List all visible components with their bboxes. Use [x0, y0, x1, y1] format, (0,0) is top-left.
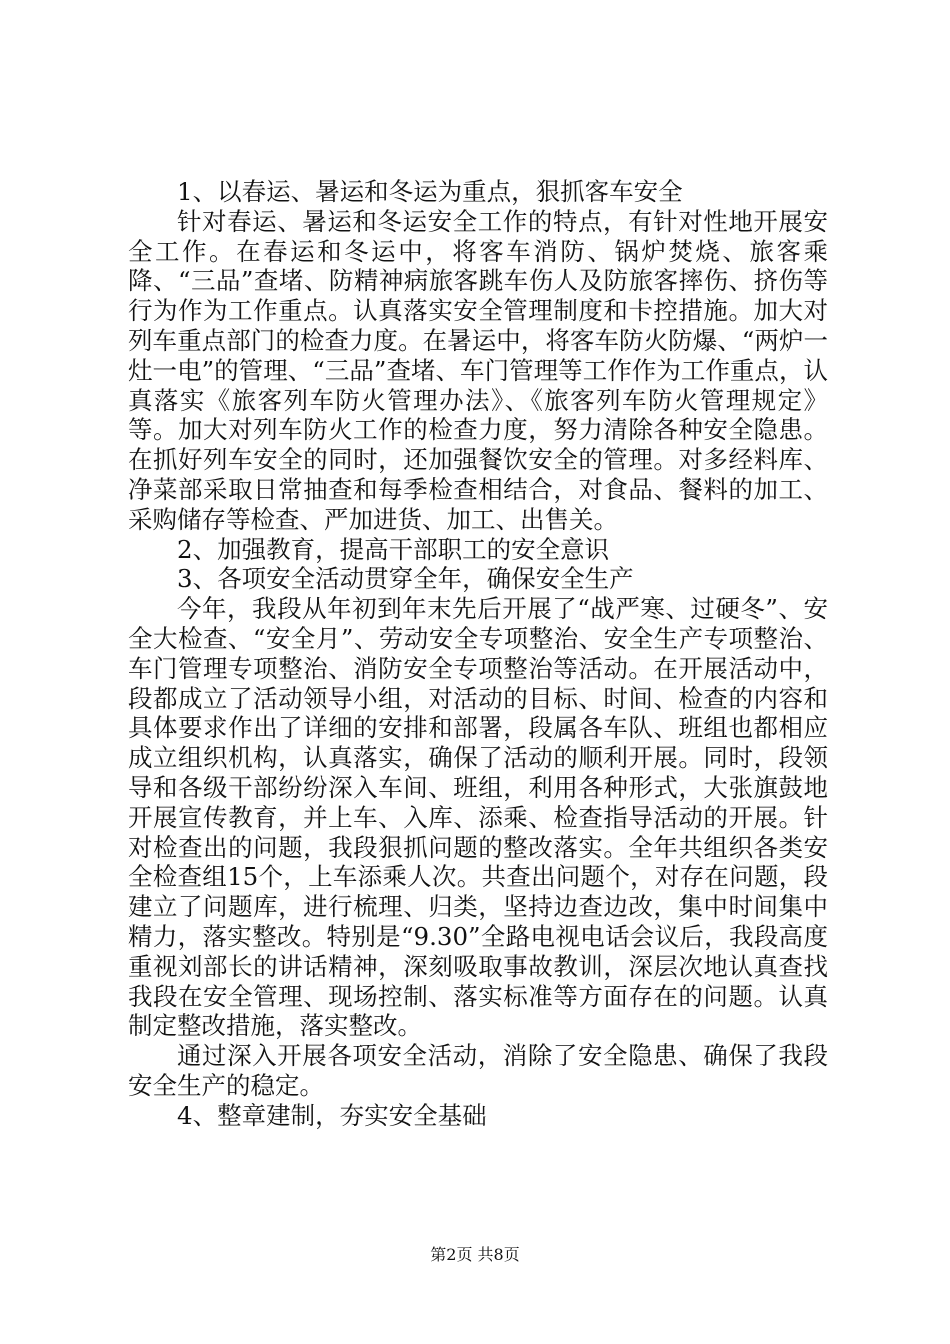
heading-2: 2、加强教育，提高干部职工的安全意识 — [177, 534, 610, 564]
paragraph-3-summary: 通过深入开展各项安全活动，消除了安全隐患、确保了我段安全生产的稳定。 — [128, 1041, 828, 1100]
heading-1: 1、以春运、暑运和冬运为重点，狠抓客车安全 — [177, 177, 683, 206]
heading-4: 4、整章建制，夯实安全基础 — [177, 1100, 487, 1130]
paragraph-3: 今年，我段从年初到年末先后开展了“战严寒、过硬冬”、安全大检查、“安全月”、劳动安全专项整治、安全生产专项整治、车门管理专项整治、消防安全专项整治等活动。在开展活动中，段都成立了活动领导小组，对活动的目标、时间、检查的内容和具体要求作出了详细的安排和部署，段属各车队、班组也都相应成立组织机构，认真落实，确保了活动的顺利开展。同时，段领导和各级干部纷纷深入车间、班组，利用各种形式，大张旗鼓地开展宣传教育，并上车、入库、添乘、检查指导活动的开展。针对检查出的问题，我段狠抓问题的整改落实。全年共组织各类安全检查组15个，上车添乘人次。共查出问题个，对存在问题，段建立了问题库，进行梳理、归类，坚持边查边改，集中时间集中精力，落实整改。特别是“9.30”全路电视电话会议后，我段高度重视刘部长的讲话精神，深刻吸取事故教训，深层次地认真查找我段在安全管理、现场控制、落实标准等方面存在的问题。认真制定整改措施，落实整改。 — [128, 594, 828, 1041]
document-body — [128, 177, 828, 1131]
heading-3: 3、各项安全活动贯穿全年，确保安全生产 — [177, 564, 634, 594]
paragraph-1: 针对春运、暑运和冬运安全工作的特点，有针对性地开展安全工作。在春运和冬运中，将客车消防、锅炉焚烧、旅客乘降、“三品”查堵、防精神病旅客跳车伤人及防旅客摔伤、挤伤等行为作为工作重点。认真落实安全管理制度和卡控措施。加大对列车重点部门的检查力度。在暑运中，将客车防火防爆、“两炉一灶一电”的管理、“三品”查堵、车门管理等工作作为工作重点，认真落实《旅客列车防火管理办法》、《旅客列车防火管理规定》等。加大对列车防火工作的检查力度，努力清除各种安全隐患。在抓好列车安全的同时，还加强餐饮安全的管理。对多经料库、净菜部采取日常抽查和每季检查相结合，对食品、餐料的加工、采购储存等检查、严加进货、加工、出售关。 — [128, 206, 828, 534]
page-footer: 第2页 共8页 — [430, 1245, 520, 1264]
